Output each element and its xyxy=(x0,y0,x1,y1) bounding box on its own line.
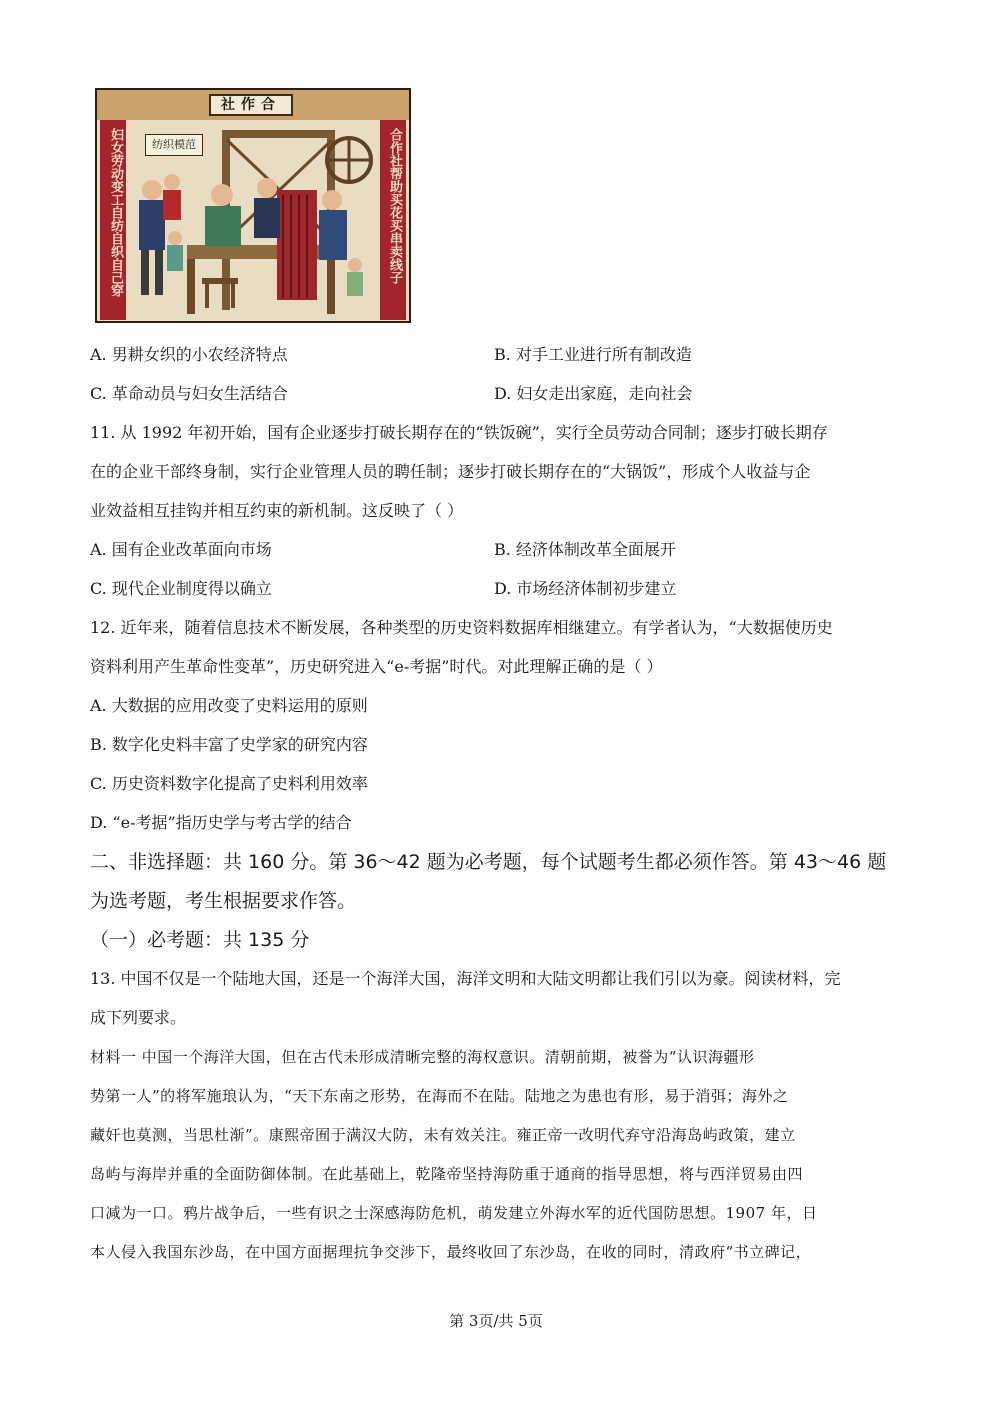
poster-right-text: 合作社帮助买花买串卖线子 xyxy=(387,128,402,284)
q11-option-a: A. 国有企业改革面向市场 xyxy=(90,540,272,559)
q13-material-line1: 材料一 中国一个海洋大国，但在古代未形成清晰完整的海权意识。清朝前期，被誉为“认识海疆形 xyxy=(90,1048,755,1066)
q10-option-d: D. 妇女走出家庭，走向社会 xyxy=(494,384,693,403)
poster-left-text: 妇女劳动变工自纺自织自己穿 xyxy=(108,128,123,297)
q12-option-a: A. 大数据的应用改变了史料运用的原则 xyxy=(90,696,368,715)
q11-stem-line3: 业效益相互挂钩并相互约束的新机制。这反映了（ ） xyxy=(90,501,464,520)
q12-stem-line1: 12. 近年来，随着信息技术不断发展，各种类型的历史资料数据库相继建立。有学者认为，“大数据使历史 xyxy=(90,618,833,637)
q11-option-b: B. 经济体制改革全面展开 xyxy=(494,540,676,559)
section2-heading-line1: 二、非选择题：共 160 分。第 36～42 题为必考题，每个试题考生都必须作答。第 43～46 题 xyxy=(90,851,887,873)
q11-option-c: C. 现代企业制度得以确立 xyxy=(90,579,272,598)
page-number: 第 3页/共 5页 xyxy=(449,1312,543,1330)
poster-sign: 纺织模范 xyxy=(145,134,203,156)
q10-option-b: B. 对手工业进行所有制改造 xyxy=(494,345,692,364)
q12-stem-line2: 资料利用产生革命性变革”，历史研究进入“e-考据”时代。对此理解正确的是（ ） xyxy=(90,657,663,676)
q10-option-a: A. 男耕女织的小农经济特点 xyxy=(90,345,288,364)
q13-material-line5: 口减为一口。鸦片战争后，一些有识之士深感海防危机，萌发建立外海水军的近代国防思想。1907 年，日 xyxy=(90,1204,818,1222)
q13-material-line3: 藏奸也莫测，当思杜渐”。康熙帝囿于满汉大防，未有效关注。雍正帝一改明代弃守沿海岛屿政策，建立 xyxy=(90,1126,796,1144)
q13-material-line6: 本人侵入我国东沙岛，在中国方面据理抗争交涉下，最终收回了东沙岛，在收的同时，清政府“书立碑记， xyxy=(90,1243,812,1261)
section2-subheading: （一）必考题：共 135 分 xyxy=(90,929,310,951)
cooperative-poster-image xyxy=(95,88,411,323)
q11-stem-line2: 在的企业干部终身制，实行企业管理人员的聘任制；逐步打破长期存在的“大锅饭”，形成个人收益与企 xyxy=(90,462,811,481)
q12-option-c: C. 历史资料数字化提高了史料利用效率 xyxy=(90,774,368,793)
q13-material-line2: 势第一人”的将军施琅认为，“天下东南之形势，在海而不在陆。陆地之为患也有形，易于消弭；海外之 xyxy=(90,1087,789,1105)
q13-stem-line2: 成下列要求。 xyxy=(90,1008,187,1027)
q13-material-line4: 岛屿与海岸并重的全面防御体制。在此基础上，乾隆帝坚持海防重于通商的指导思想，将与西洋贸易由四 xyxy=(90,1165,804,1183)
q11-option-d: D. 市场经济体制初步建立 xyxy=(494,579,677,598)
poster-title: 社作合 xyxy=(209,94,293,116)
q13-stem-line1: 13. 中国不仅是一个陆地大国，还是一个海洋大国，海洋文明和大陆文明都让我们引以为豪。阅读材料，完 xyxy=(90,969,841,988)
section2-heading-line2: 为选考题，考生根据要求作答。 xyxy=(90,890,357,912)
q11-stem-line1: 11. 从 1992 年初开始，国有企业逐步打破长期存在的“铁饭碗”，实行全员劳动合同制；逐步打破长期存 xyxy=(90,423,828,442)
q12-option-d: D. “e-考据”指历史学与考古学的结合 xyxy=(90,813,352,832)
q12-option-b: B. 数字化史料丰富了史学家的研究内容 xyxy=(90,735,368,754)
q10-option-c: C. 革命动员与妇女生活结合 xyxy=(90,384,288,403)
